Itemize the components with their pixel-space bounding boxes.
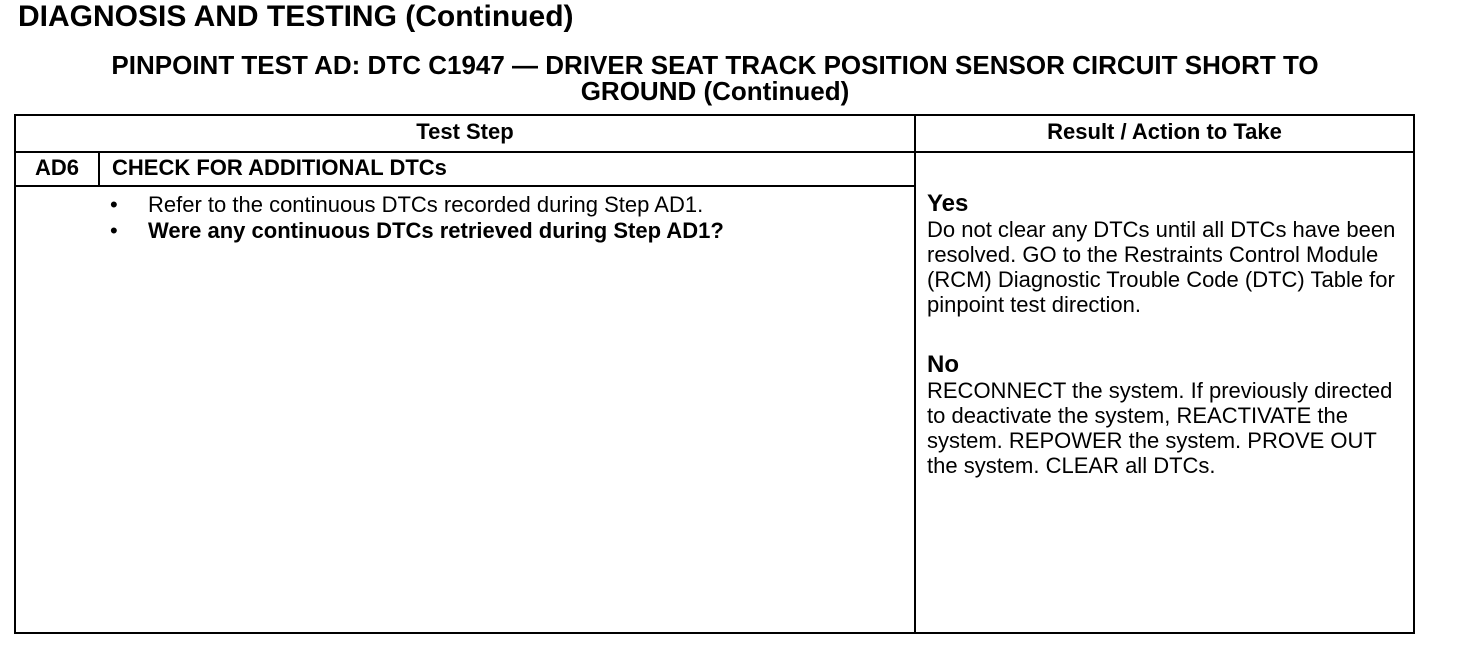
column-divider: [914, 114, 916, 634]
instruction-text: Refer to the continuous DTCs recorded during Step AD1.: [148, 192, 704, 217]
step-id-divider: [98, 151, 100, 186]
page-title: DIAGNOSIS AND TESTING (Continued): [18, 0, 574, 33]
header-row-divider: [14, 151, 1415, 153]
result-no: [927, 352, 1413, 478]
step-id: AD6: [34, 155, 79, 180]
step-row-divider: [14, 185, 915, 187]
test-title-line-1: PINPOINT TEST AD: DTC C1947 — DRIVER SEAT TRACK POSITION SENSOR CIRCUIT SHORT TO: [111, 50, 1319, 80]
no-label: No: [927, 351, 959, 378]
question-text: Were any continuous DTCs retrieved during Step AD1?: [148, 218, 724, 243]
bullet-icon: •: [110, 192, 118, 217]
no-action-text: RECONNECT the system. If previously directed to deactivate the system, REACTIVATE the system. REPOWER the system. PROVE OUT the system. CLEAR all DTCs.: [927, 378, 1393, 478]
header-test-step: Test Step: [416, 119, 514, 144]
yes-action-text: Do not clear any DTCs until all DTCs have been resolved. GO to the Restraints Control Module (RCM) Diagnostic Trouble Code (DTC) Table for pinpoint test direction.: [927, 217, 1396, 317]
header-result-action: Result / Action to Take: [1047, 119, 1282, 144]
test-title-line-2: GROUND (Continued): [580, 76, 850, 106]
pinpoint-test-title: [30, 52, 1400, 104]
step-title: CHECK FOR ADDITIONAL DTCs: [112, 155, 447, 180]
yes-label: Yes: [927, 190, 969, 217]
bullet-icon: •: [110, 218, 118, 243]
result-yes: [927, 191, 1413, 317]
